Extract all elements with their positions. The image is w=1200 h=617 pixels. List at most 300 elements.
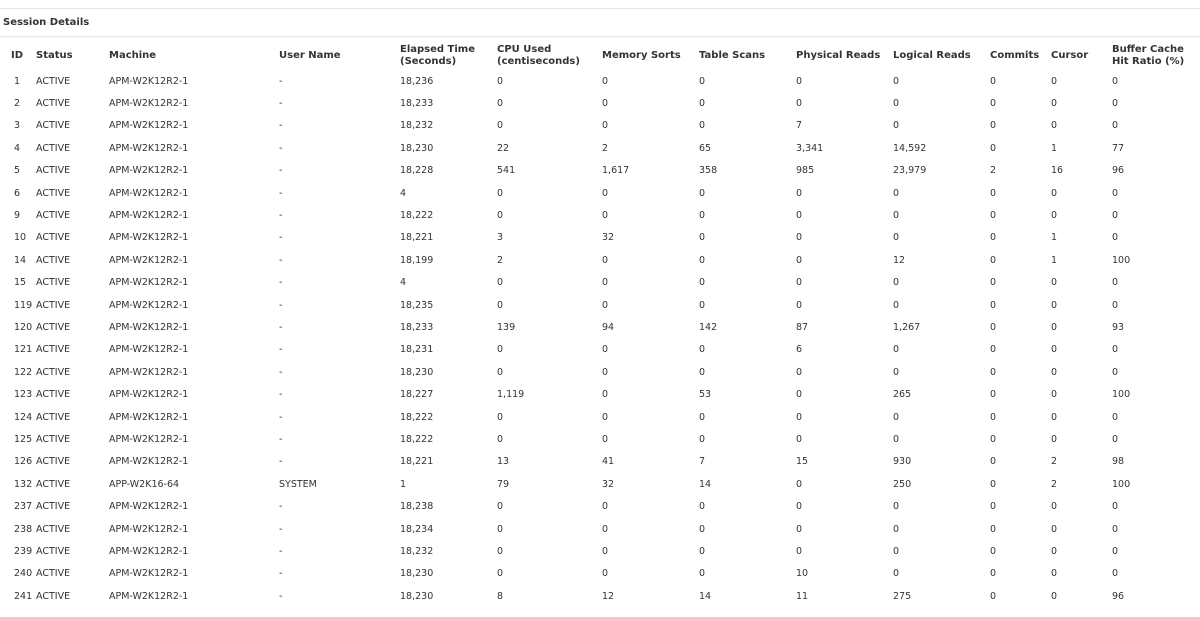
table-row bbox=[0, 316, 1200, 338]
table-row bbox=[0, 406, 1200, 428]
column-header-commits[interactable]: Commits bbox=[990, 50, 1040, 61]
cell-cursor: 1 bbox=[1051, 232, 1058, 244]
cell-machine: APM-W2K12R2-1 bbox=[109, 142, 189, 154]
cell-machine: APM-W2K12R2-1 bbox=[109, 299, 189, 311]
cell-user: - bbox=[279, 142, 283, 154]
cell-commits: 0 bbox=[990, 433, 997, 445]
cell-id: 124 bbox=[14, 411, 33, 423]
cell-physreads: 0 bbox=[796, 299, 803, 311]
cell-tablescans: 0 bbox=[699, 98, 706, 110]
cell-id: 1 bbox=[14, 75, 21, 87]
table-row bbox=[0, 563, 1200, 585]
column-header-memsorts[interactable]: Memory Sorts bbox=[602, 50, 681, 61]
cell-physreads: 0 bbox=[796, 389, 803, 401]
cell-tablescans: 0 bbox=[699, 210, 706, 222]
cell-commits: 2 bbox=[990, 165, 997, 177]
cell-physreads: 985 bbox=[796, 165, 815, 177]
cell-cursor: 0 bbox=[1051, 75, 1058, 87]
cell-user: - bbox=[279, 165, 283, 177]
cell-tablescans: 358 bbox=[699, 165, 718, 177]
cell-elapsed: 18,232 bbox=[400, 545, 434, 557]
cell-elapsed: 18,238 bbox=[400, 501, 434, 513]
cell-memsorts: 0 bbox=[602, 75, 609, 87]
cell-status: ACTIVE bbox=[36, 165, 71, 177]
table-row bbox=[0, 294, 1200, 316]
cell-bchr: 0 bbox=[1112, 433, 1119, 445]
cell-commits: 0 bbox=[990, 545, 997, 557]
cell-elapsed: 18,230 bbox=[400, 142, 434, 154]
cell-commits: 0 bbox=[990, 344, 997, 356]
cell-elapsed: 18,199 bbox=[400, 254, 434, 266]
cell-elapsed: 18,231 bbox=[400, 344, 434, 356]
cell-elapsed: 1 bbox=[400, 478, 407, 490]
cell-elapsed: 18,228 bbox=[400, 165, 434, 177]
cell-physreads: 11 bbox=[796, 590, 809, 602]
cell-bchr: 0 bbox=[1112, 501, 1119, 513]
cell-elapsed: 18,230 bbox=[400, 366, 434, 378]
cell-id: 122 bbox=[14, 366, 33, 378]
cell-physreads: 87 bbox=[796, 321, 809, 333]
table-row bbox=[0, 227, 1200, 249]
cell-physreads: 10 bbox=[796, 568, 809, 580]
cell-cursor: 1 bbox=[1051, 254, 1058, 266]
cell-cursor: 0 bbox=[1051, 299, 1058, 311]
table-row bbox=[0, 137, 1200, 159]
cell-user: - bbox=[279, 75, 283, 87]
cell-cpu: 541 bbox=[497, 165, 516, 177]
cell-logreads: 12 bbox=[893, 254, 906, 266]
cell-elapsed: 18,222 bbox=[400, 411, 434, 423]
cell-cursor: 0 bbox=[1051, 187, 1058, 199]
cell-memsorts: 0 bbox=[602, 433, 609, 445]
cell-bchr: 96 bbox=[1112, 590, 1125, 602]
cell-physreads: 0 bbox=[796, 501, 803, 513]
cell-elapsed: 18,221 bbox=[400, 232, 434, 244]
cell-bchr: 0 bbox=[1112, 187, 1119, 199]
cell-memsorts: 0 bbox=[602, 545, 609, 557]
cell-memsorts: 0 bbox=[602, 187, 609, 199]
cell-memsorts: 0 bbox=[602, 299, 609, 311]
cell-cpu: 0 bbox=[497, 277, 504, 289]
cell-status: ACTIVE bbox=[36, 299, 71, 311]
cell-machine: APM-W2K12R2-1 bbox=[109, 433, 189, 445]
cell-cpu: 22 bbox=[497, 142, 510, 154]
cell-cpu: 0 bbox=[497, 523, 504, 535]
cell-machine: APM-W2K12R2-1 bbox=[109, 344, 189, 356]
cell-cpu: 2 bbox=[497, 254, 504, 266]
cell-cursor: 0 bbox=[1051, 545, 1058, 557]
cell-cpu: 79 bbox=[497, 478, 510, 490]
table-row bbox=[0, 92, 1200, 114]
cell-logreads: 930 bbox=[893, 456, 912, 468]
cell-id: 125 bbox=[14, 433, 33, 445]
cell-bchr: 0 bbox=[1112, 568, 1119, 580]
cell-commits: 0 bbox=[990, 366, 997, 378]
cell-user: - bbox=[279, 366, 283, 378]
cell-commits: 0 bbox=[990, 478, 997, 490]
cell-machine: APM-W2K12R2-1 bbox=[109, 98, 189, 110]
cell-machine: APM-W2K12R2-1 bbox=[109, 389, 189, 401]
cell-cpu: 0 bbox=[497, 366, 504, 378]
cell-machine: APM-W2K12R2-1 bbox=[109, 210, 189, 222]
cell-user: - bbox=[279, 232, 283, 244]
column-header-machine[interactable]: Machine bbox=[109, 50, 157, 61]
column-header-elapsed[interactable]: Elapsed Time (Seconds) bbox=[400, 44, 475, 67]
cell-machine: APM-W2K12R2-1 bbox=[109, 75, 189, 87]
cell-cpu: 0 bbox=[497, 299, 504, 311]
cell-user: SYSTEM bbox=[279, 478, 317, 490]
cell-physreads: 3,341 bbox=[796, 142, 824, 154]
cell-memsorts: 0 bbox=[602, 568, 609, 580]
cell-elapsed: 18,234 bbox=[400, 523, 434, 535]
cell-cpu: 0 bbox=[497, 98, 504, 110]
cell-tablescans: 142 bbox=[699, 321, 718, 333]
cell-memsorts: 1,617 bbox=[602, 165, 630, 177]
cell-logreads: 0 bbox=[893, 523, 900, 535]
cell-commits: 0 bbox=[990, 456, 997, 468]
table-row bbox=[0, 428, 1200, 450]
cell-status: ACTIVE bbox=[36, 433, 71, 445]
cell-id: 237 bbox=[14, 501, 33, 513]
cell-cpu: 8 bbox=[497, 590, 504, 602]
cell-bchr: 96 bbox=[1112, 165, 1125, 177]
cell-logreads: 0 bbox=[893, 568, 900, 580]
cell-elapsed: 4 bbox=[400, 187, 407, 199]
cell-status: ACTIVE bbox=[36, 344, 71, 356]
cell-memsorts: 0 bbox=[602, 389, 609, 401]
cell-commits: 0 bbox=[990, 142, 997, 154]
cell-user: - bbox=[279, 344, 283, 356]
cell-bchr: 0 bbox=[1112, 366, 1119, 378]
cell-user: - bbox=[279, 254, 283, 266]
cell-memsorts: 0 bbox=[602, 366, 609, 378]
column-header-status[interactable]: Status bbox=[36, 50, 73, 61]
cell-machine: APM-W2K12R2-1 bbox=[109, 501, 189, 513]
cell-bchr: 0 bbox=[1112, 344, 1119, 356]
column-header-id[interactable]: ID bbox=[11, 50, 24, 61]
cell-status: ACTIVE bbox=[36, 590, 71, 602]
cell-id: 2 bbox=[14, 98, 21, 110]
cell-elapsed: 18,230 bbox=[400, 568, 434, 580]
cell-tablescans: 14 bbox=[699, 590, 712, 602]
cell-commits: 0 bbox=[990, 411, 997, 423]
cell-commits: 0 bbox=[990, 389, 997, 401]
cell-elapsed: 18,230 bbox=[400, 590, 434, 602]
cell-cursor: 0 bbox=[1051, 411, 1058, 423]
column-header-cpu[interactable]: CPU Used (centiseconds) bbox=[497, 44, 580, 67]
cell-cursor: 0 bbox=[1051, 210, 1058, 222]
cell-logreads: 1,267 bbox=[893, 321, 921, 333]
cell-logreads: 0 bbox=[893, 299, 900, 311]
cell-memsorts: 0 bbox=[602, 98, 609, 110]
cell-status: ACTIVE bbox=[36, 254, 71, 266]
table-row bbox=[0, 585, 1200, 607]
cell-cpu: 0 bbox=[497, 120, 504, 132]
cell-logreads: 0 bbox=[893, 210, 900, 222]
table-row bbox=[0, 383, 1200, 405]
cell-bchr: 0 bbox=[1112, 523, 1119, 535]
cell-cpu: 3 bbox=[497, 232, 504, 244]
cell-physreads: 0 bbox=[796, 277, 803, 289]
cell-tablescans: 0 bbox=[699, 232, 706, 244]
cell-machine: APM-W2K12R2-1 bbox=[109, 187, 189, 199]
cell-tablescans: 0 bbox=[699, 523, 706, 535]
table-row bbox=[0, 495, 1200, 517]
header-row bbox=[0, 42, 1200, 70]
cell-tablescans: 0 bbox=[699, 366, 706, 378]
cell-logreads: 250 bbox=[893, 478, 912, 490]
table-row bbox=[0, 70, 1200, 92]
cell-cursor: 0 bbox=[1051, 98, 1058, 110]
cell-bchr: 93 bbox=[1112, 321, 1125, 333]
cell-elapsed: 18,227 bbox=[400, 389, 434, 401]
cell-elapsed: 18,236 bbox=[400, 75, 434, 87]
cell-physreads: 0 bbox=[796, 98, 803, 110]
cell-status: ACTIVE bbox=[36, 187, 71, 199]
cell-status: ACTIVE bbox=[36, 142, 71, 154]
cell-status: ACTIVE bbox=[36, 366, 71, 378]
table-row bbox=[0, 204, 1200, 226]
cell-physreads: 0 bbox=[796, 411, 803, 423]
cell-user: - bbox=[279, 545, 283, 557]
cell-bchr: 0 bbox=[1112, 210, 1119, 222]
cell-user: - bbox=[279, 98, 283, 110]
cell-physreads: 0 bbox=[796, 523, 803, 535]
cell-status: ACTIVE bbox=[36, 456, 71, 468]
cell-physreads: 0 bbox=[796, 366, 803, 378]
cell-memsorts: 0 bbox=[602, 411, 609, 423]
cell-status: ACTIVE bbox=[36, 321, 71, 333]
cell-cursor: 0 bbox=[1051, 501, 1058, 513]
cell-id: 6 bbox=[14, 187, 21, 199]
cell-status: ACTIVE bbox=[36, 478, 71, 490]
cell-logreads: 0 bbox=[893, 433, 900, 445]
cell-user: - bbox=[279, 299, 283, 311]
cell-commits: 0 bbox=[990, 277, 997, 289]
column-header-cursor[interactable]: Cursor bbox=[1051, 50, 1089, 61]
cell-id: 14 bbox=[14, 254, 27, 266]
cell-cursor: 2 bbox=[1051, 456, 1058, 468]
cell-commits: 0 bbox=[990, 254, 997, 266]
cell-commits: 0 bbox=[990, 187, 997, 199]
cell-cpu: 0 bbox=[497, 501, 504, 513]
cell-status: ACTIVE bbox=[36, 98, 71, 110]
cell-cpu: 0 bbox=[497, 75, 504, 87]
cell-memsorts: 0 bbox=[602, 120, 609, 132]
cell-machine: APM-W2K12R2-1 bbox=[109, 277, 189, 289]
column-header-physreads[interactable]: Physical Reads bbox=[796, 50, 881, 61]
cell-tablescans: 53 bbox=[699, 389, 712, 401]
cell-tablescans: 0 bbox=[699, 568, 706, 580]
cell-id: 5 bbox=[14, 165, 21, 177]
cell-cpu: 0 bbox=[497, 210, 504, 222]
cell-cpu: 139 bbox=[497, 321, 516, 333]
cell-elapsed: 18,235 bbox=[400, 299, 434, 311]
cell-status: ACTIVE bbox=[36, 75, 71, 87]
cell-tablescans: 65 bbox=[699, 142, 712, 154]
cell-status: ACTIVE bbox=[36, 501, 71, 513]
cell-memsorts: 0 bbox=[602, 523, 609, 535]
cell-logreads: 0 bbox=[893, 344, 900, 356]
cell-cursor: 0 bbox=[1051, 344, 1058, 356]
cell-machine: APM-W2K12R2-1 bbox=[109, 254, 189, 266]
cell-user: - bbox=[279, 523, 283, 535]
cell-cpu: 0 bbox=[497, 568, 504, 580]
cell-physreads: 7 bbox=[796, 120, 803, 132]
cell-status: ACTIVE bbox=[36, 120, 71, 132]
cell-commits: 0 bbox=[990, 98, 997, 110]
cell-user: - bbox=[279, 501, 283, 513]
cell-id: 9 bbox=[14, 210, 21, 222]
cell-machine: APM-W2K12R2-1 bbox=[109, 232, 189, 244]
cell-logreads: 0 bbox=[893, 120, 900, 132]
cell-id: 4 bbox=[14, 142, 21, 154]
table-row bbox=[0, 518, 1200, 540]
cell-tablescans: 7 bbox=[699, 456, 706, 468]
cell-logreads: 0 bbox=[893, 187, 900, 199]
cell-cpu: 0 bbox=[497, 411, 504, 423]
cell-cursor: 0 bbox=[1051, 321, 1058, 333]
cell-commits: 0 bbox=[990, 501, 997, 513]
cell-memsorts: 12 bbox=[602, 590, 615, 602]
cell-bchr: 98 bbox=[1112, 456, 1125, 468]
cell-elapsed: 18,233 bbox=[400, 321, 434, 333]
cell-commits: 0 bbox=[990, 299, 997, 311]
cell-machine: APM-W2K12R2-1 bbox=[109, 456, 189, 468]
cell-cursor: 0 bbox=[1051, 590, 1058, 602]
cell-memsorts: 0 bbox=[602, 344, 609, 356]
cell-status: ACTIVE bbox=[36, 232, 71, 244]
cell-cursor: 2 bbox=[1051, 478, 1058, 490]
table-row bbox=[0, 361, 1200, 383]
cell-memsorts: 2 bbox=[602, 142, 609, 154]
cell-user: - bbox=[279, 210, 283, 222]
cell-id: 132 bbox=[14, 478, 33, 490]
cell-elapsed: 18,222 bbox=[400, 210, 434, 222]
panel-title: Session Details bbox=[3, 17, 90, 28]
cell-id: 10 bbox=[14, 232, 27, 244]
cell-tablescans: 0 bbox=[699, 501, 706, 513]
cell-cpu: 0 bbox=[497, 187, 504, 199]
cell-machine: APM-W2K12R2-1 bbox=[109, 568, 189, 580]
column-header-user[interactable]: User Name bbox=[279, 50, 341, 61]
cell-logreads: 0 bbox=[893, 501, 900, 513]
cell-tablescans: 0 bbox=[699, 545, 706, 557]
cell-id: 241 bbox=[14, 590, 33, 602]
session-details-table bbox=[0, 42, 1200, 607]
cell-user: - bbox=[279, 433, 283, 445]
cell-tablescans: 0 bbox=[699, 254, 706, 266]
cell-logreads: 265 bbox=[893, 389, 912, 401]
cell-user: - bbox=[279, 456, 283, 468]
cell-physreads: 0 bbox=[796, 232, 803, 244]
cell-status: ACTIVE bbox=[36, 277, 71, 289]
cell-physreads: 0 bbox=[796, 433, 803, 445]
table-header bbox=[0, 42, 1200, 70]
cell-cpu: 0 bbox=[497, 344, 504, 356]
cell-bchr: 100 bbox=[1112, 389, 1131, 401]
cell-logreads: 0 bbox=[893, 411, 900, 423]
cell-logreads: 0 bbox=[893, 366, 900, 378]
cell-tablescans: 0 bbox=[699, 411, 706, 423]
cell-bchr: 0 bbox=[1112, 120, 1119, 132]
cell-status: ACTIVE bbox=[36, 568, 71, 580]
cell-commits: 0 bbox=[990, 523, 997, 535]
cell-memsorts: 0 bbox=[602, 210, 609, 222]
cell-id: 240 bbox=[14, 568, 33, 580]
cell-bchr: 100 bbox=[1112, 254, 1131, 266]
cell-logreads: 0 bbox=[893, 277, 900, 289]
cell-cursor: 0 bbox=[1051, 433, 1058, 445]
cell-machine: APP-W2K16-64 bbox=[109, 478, 180, 490]
cell-physreads: 0 bbox=[796, 210, 803, 222]
cell-bchr: 0 bbox=[1112, 411, 1119, 423]
cell-user: - bbox=[279, 411, 283, 423]
cell-logreads: 14,592 bbox=[893, 142, 927, 154]
cell-bchr: 0 bbox=[1112, 299, 1119, 311]
cell-cpu: 0 bbox=[497, 545, 504, 557]
column-header-tablescans[interactable]: Table Scans bbox=[699, 50, 766, 61]
cell-memsorts: 41 bbox=[602, 456, 615, 468]
cell-commits: 0 bbox=[990, 75, 997, 87]
cell-bchr: 77 bbox=[1112, 142, 1125, 154]
cell-cursor: 1 bbox=[1051, 142, 1058, 154]
cell-commits: 0 bbox=[990, 210, 997, 222]
cell-machine: APM-W2K12R2-1 bbox=[109, 120, 189, 132]
cell-logreads: 0 bbox=[893, 545, 900, 557]
cell-tablescans: 0 bbox=[699, 299, 706, 311]
cell-id: 15 bbox=[14, 277, 27, 289]
cell-id: 121 bbox=[14, 344, 33, 356]
cell-id: 238 bbox=[14, 523, 33, 535]
cell-elapsed: 4 bbox=[400, 277, 407, 289]
cell-memsorts: 0 bbox=[602, 501, 609, 513]
cell-id: 126 bbox=[14, 456, 33, 468]
cell-cursor: 0 bbox=[1051, 568, 1058, 580]
table-row bbox=[0, 451, 1200, 473]
cell-id: 120 bbox=[14, 321, 33, 333]
cell-cursor: 0 bbox=[1051, 277, 1058, 289]
cell-machine: APM-W2K12R2-1 bbox=[109, 165, 189, 177]
cell-cursor: 0 bbox=[1051, 120, 1058, 132]
cell-tablescans: 0 bbox=[699, 75, 706, 87]
cell-id: 119 bbox=[14, 299, 33, 311]
cell-tablescans: 0 bbox=[699, 277, 706, 289]
table-row bbox=[0, 115, 1200, 137]
cell-bchr: 0 bbox=[1112, 98, 1119, 110]
cell-machine: APM-W2K12R2-1 bbox=[109, 545, 189, 557]
table-row bbox=[0, 272, 1200, 294]
cell-commits: 0 bbox=[990, 321, 997, 333]
cell-logreads: 23,979 bbox=[893, 165, 927, 177]
cell-commits: 0 bbox=[990, 120, 997, 132]
table-row bbox=[0, 540, 1200, 562]
cell-user: - bbox=[279, 321, 283, 333]
column-header-bchr[interactable]: Buffer Cache Hit Ratio (%) bbox=[1112, 44, 1185, 67]
cell-physreads: 0 bbox=[796, 187, 803, 199]
cell-commits: 0 bbox=[990, 590, 997, 602]
cell-physreads: 0 bbox=[796, 254, 803, 266]
cell-status: ACTIVE bbox=[36, 210, 71, 222]
cell-cursor: 0 bbox=[1051, 389, 1058, 401]
column-header-logreads[interactable]: Logical Reads bbox=[893, 50, 971, 61]
cell-cursor: 0 bbox=[1051, 366, 1058, 378]
cell-tablescans: 0 bbox=[699, 433, 706, 445]
cell-logreads: 0 bbox=[893, 98, 900, 110]
cell-status: ACTIVE bbox=[36, 523, 71, 535]
cell-id: 123 bbox=[14, 389, 33, 401]
cell-tablescans: 0 bbox=[699, 120, 706, 132]
